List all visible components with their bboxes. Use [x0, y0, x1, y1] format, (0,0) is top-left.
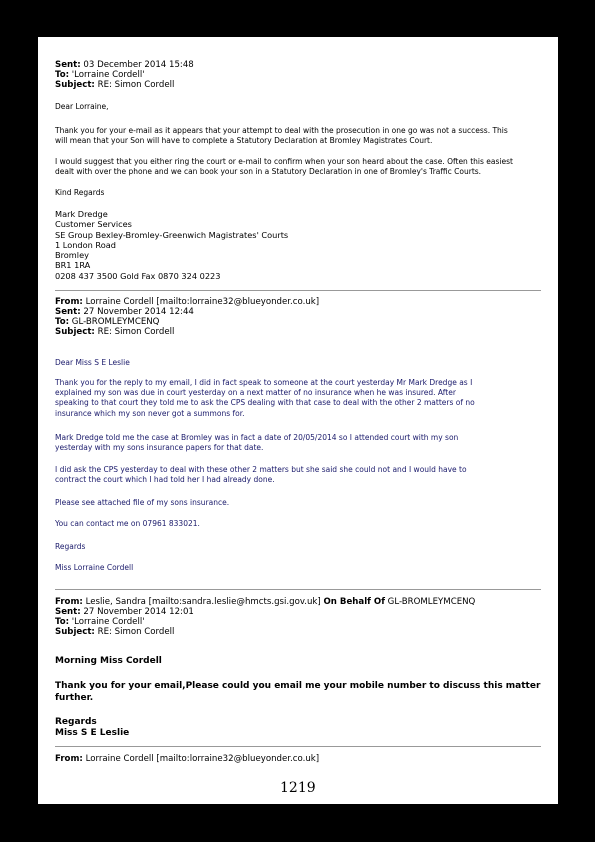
email1-to-line: To: 'Lorraine Cordell' — [55, 70, 145, 80]
email2-paragraph: You can contact me on 07961 833021. — [55, 519, 200, 528]
email2-to-line: To: GL-BROMLEYMCENQ — [55, 317, 160, 327]
email3-to-line: To: 'Lorraine Cordell' — [55, 617, 145, 627]
separator-rule — [55, 589, 541, 590]
email3-regards: Regards — [55, 717, 97, 727]
email2-sender-name: Miss Lorraine Cordell — [55, 563, 134, 572]
separator-rule — [55, 746, 541, 747]
email4-from-line: From: Lorraine Cordell [mailto:lorraine32@blueyonder.co.uk] — [55, 754, 320, 764]
email1-paragraph: will mean that your Son will have to complete a Statutory Declaration at Bromley Magistrates Court. — [55, 136, 433, 145]
email1-closing: Kind Regards — [55, 188, 105, 197]
signature-line: 1 London Road — [55, 239, 116, 250]
email2-paragraph: I did ask the CPS yesterday to deal with these other 2 matters but she said she could not and I would have to contract the court which I had told her I had already done. — [55, 465, 467, 485]
email2-paragraph: Mark Dredge told me the case at Bromley was in fact a date of 20/05/2014 so I attended court with my son yesterday with my sons insurance papers for that date. — [55, 433, 459, 453]
email3-body: further. — [55, 693, 94, 703]
email1-paragraph: Thank you for your e-mail as it appears that your attempt to deal with the prosecution in one go was not a success. This — [55, 126, 508, 135]
signature-line: 0208 437 3500 Gold Fax 0870 324 0223 — [55, 270, 221, 281]
page-number: 1219 — [280, 780, 316, 796]
signature-line: Bromley — [55, 250, 89, 261]
email2-regards: Regards — [55, 542, 86, 551]
document-page — [38, 37, 558, 804]
email2-paragraph: Please see attached file of my sons insurance. — [55, 498, 230, 507]
email1-paragraph: I would suggest that you either ring the court or e-mail to confirm when your son heard about the case. Often this easiest — [55, 157, 513, 166]
email2-from-line: From: Lorraine Cordell [mailto:lorraine32@blueyonder.co.uk] — [55, 297, 320, 307]
email3-from-line: From: Leslie, Sandra [mailto:sandra.leslie@hmcts.gsi.gov.uk] On Behalf Of GL-BROMLEYMCENQ — [55, 597, 476, 607]
email1-subject-line: Subject: RE: Simon Cordell — [55, 80, 175, 90]
email1-greeting: Dear Lorraine, — [55, 102, 109, 111]
signature-line: Customer Services — [55, 219, 132, 230]
email3-subject-line: Subject: RE: Simon Cordell — [55, 627, 175, 637]
email2-paragraph: Thank you for the reply to my email, I did in fact speak to someone at the court yesterday Mr Mark Dredge as I explained my son was due in court yesterday on a next matter of no insurance when he was insured. After speaking to that court they told me to ask the CPS dealing with that case to deal with the other 2 matters of no insurance which my son never got a summons for. — [55, 378, 475, 418]
email2-sent-line: Sent: 27 November 2014 12:44 — [55, 307, 194, 317]
email3-greeting: Morning Miss Cordell — [55, 656, 162, 666]
email2-greeting: Dear Miss S E Leslie — [55, 358, 130, 367]
email3-sender-name: Miss S E Leslie — [55, 728, 130, 738]
signature-line: BR1 1RA — [55, 260, 91, 271]
email3-body: Thank you for your email,Please could you email me your mobile number to discuss this matter — [55, 681, 541, 691]
signature-line: Mark Dredge — [55, 209, 108, 219]
email1-signature — [55, 209, 288, 281]
email3-sent-line: Sent: 27 November 2014 12:01 — [55, 607, 194, 617]
email2-subject-line: Subject: RE: Simon Cordell — [55, 327, 175, 337]
email1-sent-line: Sent: 03 December 2014 15:48 — [55, 60, 194, 70]
email1-paragraph: dealt with over the phone and we can book your son in a Statutory Declaration in one of Bromley's Traffic Courts. — [55, 167, 482, 176]
separator-rule — [55, 290, 541, 291]
signature-line: SE Group Bexley-Bromley-Greenwich Magistrates' Courts — [55, 229, 289, 240]
